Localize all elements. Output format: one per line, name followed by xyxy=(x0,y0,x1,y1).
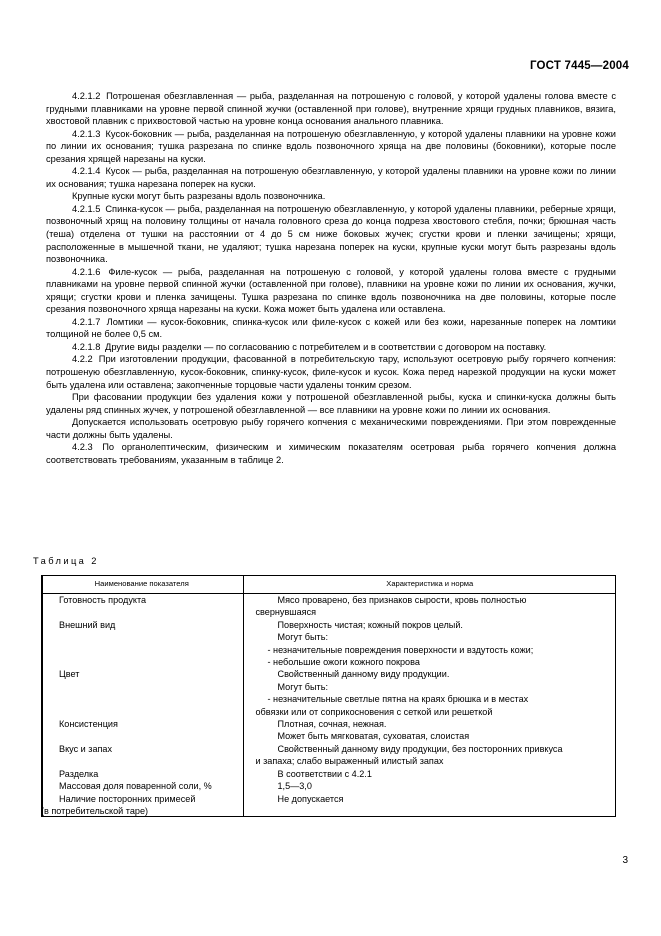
cell-characteristic xyxy=(243,594,616,619)
table-row xyxy=(41,743,616,768)
paragraph-text: При изготовлении продукции, фасованной в потребительскую тару, используют осетровую рыбу горячего копчения: потрошеную обезглавленную, кусок-боковник, спинку-кусок, филе-кусок и кусок. Кожа перед нарезкой продукции на куски может быть удалена или оставлена; закопченные торцовые части удалены тонким срезом. xyxy=(46,354,617,390)
characteristic-line: - незначительные повреждения поверхности и вздутость кожи; xyxy=(267,644,534,655)
paragraph-text: По органолептическим, физическим и химическим показателям осетровая рыба горячего копчения должна соответствовать требованиям, указанным в таблице 2. xyxy=(46,442,616,465)
cell-characteristic xyxy=(243,768,616,780)
paragraph-text: Потрошеная обезглавленная — рыба, разделанная на потрошеную с головой, у которой удалены голова вместе с грудными плавниками на уровне первой спинной жучки (оставленной при голове), внутренние хрящи грудных плавников, вязига, хвостовой плавник с прихвостовой частью на уровне конца основания анального плавника. xyxy=(46,91,616,127)
cell-characteristic xyxy=(243,619,616,669)
cell-indicator-name xyxy=(41,780,243,792)
paragraph-text: При фасовании продукции без удаления кожи у потрошеной обезглавленной рыбы, куска и спинки-куска должны быть удалены ряд спинных жучек, у потрошеной обезглавленной — все плавники на уровне кожи по линии их основания. xyxy=(46,392,616,415)
clause-number: 4.2.1.5 xyxy=(72,203,101,214)
table-caption: Таблица 2 xyxy=(33,556,99,566)
clause-paragraph xyxy=(46,266,616,316)
clause-paragraph xyxy=(46,341,616,354)
characteristic-line: 1,5—3,0 xyxy=(277,781,312,792)
characteristic-line: - небольшие ожоги кожного покрова xyxy=(267,657,420,668)
column-header-characteristic: Характеристика и норма xyxy=(243,575,616,594)
cell-characteristic xyxy=(243,668,616,718)
characteristic-line: Могут быть: xyxy=(277,681,328,692)
characteristic-line: Поверхность чистая; кожный покров целый. xyxy=(277,619,463,630)
cell-indicator-name xyxy=(41,768,243,780)
cell-indicator-name xyxy=(41,793,243,818)
characteristic-line: Мясо проварено, без признаков сырости, кровь полностью xyxy=(277,595,527,605)
table-row xyxy=(41,718,616,743)
paragraph-text: Кусок — рыба, разделанная на потрошеную обезглавленную, у которой удалены плавники на уровне кожи по линии их основания; тушка нарезана поперек на куски. xyxy=(46,166,616,189)
characteristic-line: Свойственный данному виду продукции. xyxy=(277,669,450,680)
clause-number: 4.2.1.8 xyxy=(72,341,101,352)
body-paragraph xyxy=(46,391,616,416)
running-header-standard-number: ГОСТ 7445—2004 xyxy=(529,60,629,72)
characteristic-line: Не допускается xyxy=(277,793,344,804)
clause-paragraph xyxy=(46,90,616,128)
indicator-name-line: Разделка xyxy=(59,768,99,779)
body-paragraph xyxy=(46,190,616,203)
table-row xyxy=(41,594,616,619)
indicator-name-line: Цвет xyxy=(59,669,80,680)
table-row xyxy=(41,668,616,718)
table-row xyxy=(41,768,616,780)
cell-indicator-name xyxy=(41,743,243,768)
paragraph-text: Другие виды разделки — по согласованию с потребителем и в соответствии с договором на поставку. xyxy=(105,341,547,352)
paragraph-text: Крупные куски могут быть разрезаны вдоль позвоночника. xyxy=(72,191,326,202)
cell-indicator-name xyxy=(41,668,243,718)
body-paragraph xyxy=(46,416,616,441)
indicator-name-line: Консистенция xyxy=(59,719,118,730)
characteristic-line: и запаха; слабо выраженный илистый запах xyxy=(255,756,444,767)
clause-paragraph xyxy=(46,165,616,190)
indicator-name-line: Массовая доля поваренной соли, % xyxy=(59,781,212,792)
table-header-row xyxy=(41,575,616,594)
column-header-indicator-name: Наименование показателя xyxy=(41,575,243,594)
indicator-name-line: Наличие посторонних примесей xyxy=(59,793,196,804)
clause-number: 4.2.1.4 xyxy=(72,166,101,177)
characteristic-line: обвязки или от соприкосновения с сеткой или решеткой xyxy=(255,706,493,717)
cell-characteristic xyxy=(243,780,616,792)
cell-characteristic xyxy=(243,793,616,818)
characteristic-line: - незначительные светлые пятна на краях брюшка и в местах xyxy=(267,694,529,705)
indicator-name-line: Вкус и запах xyxy=(59,743,113,754)
paragraph-text: Допускается использовать осетровую рыбу горячего копчения с механическими повреждениями. При этом поврежденные части должны быть удалены. xyxy=(46,417,616,440)
body-text-column xyxy=(46,90,616,466)
clause-number: 4.2.2 xyxy=(72,354,93,365)
cell-indicator-name xyxy=(41,718,243,743)
clause-number: 4.2.1.3 xyxy=(72,128,101,139)
page-number: 3 xyxy=(622,855,628,866)
characteristic-line: В соответствии с 4.2.1 xyxy=(277,768,372,779)
characteristic-line: Могут быть: xyxy=(277,632,328,643)
paragraph-text: Филе-кусок — рыба, разделанная на потрошеную с головой, у которой удалены голова вместе с грудными плавниками на уровне первой спинной жучки (оставленной при голове), плавники на уровне кожи по линии их основания, жучки, хрящи; сгустки крови и пленка зачищены. Тушка разрезана по спинке вдоль позвоночника на две половины, которые после срезания позвоночного хряща нарезаны на куски. Кожа может быть удалена или оставлена. xyxy=(46,266,616,315)
characteristic-line: Может быть мягковатая, суховатая, слоистая xyxy=(277,731,470,742)
indicator-name-line: Готовность продукта xyxy=(59,595,147,605)
cell-characteristic xyxy=(243,743,616,768)
characteristic-line: свернувшаяся xyxy=(255,607,317,618)
characteristic-line: Свойственный данному виду продукции, без посторонних привкуса xyxy=(277,743,563,754)
indicator-name-line: (в потребительской таре) xyxy=(41,805,149,816)
table-row xyxy=(41,780,616,792)
paragraph-text: Спинка-кусок — рыба, разделанная на потрошеную обезглавленную, у которой удалены плавники, реберные хрящи, позвоночный хрящ на половину толщины от начала головного среза до конца подреза хвостового стебля, почки; брюшная часть (теша) отделена от тушки на расстоянии от 4 до 5 см ниже боковых жучек; сгустки крови и пленки зачищены; хрящи, расположенные в мышечной ткани, не удаляют; тушка нарезана поперек на куски, крупные куски могут быть разрезаны вдоль позвоночника. xyxy=(46,203,616,265)
cell-indicator-name xyxy=(41,594,243,619)
table-row xyxy=(41,619,616,669)
clause-paragraph xyxy=(46,316,616,341)
characteristic-line: Плотная, сочная, нежная. xyxy=(277,719,387,730)
paragraph-text: Кусок-боковник — рыба, разделанная на потрошеную обезглавленную, у которой удалены плавники на уровне кожи по линии их основания; тушка разрезана по спинке вдоль позвоночного хряща на две половины (боковники), которые после срезания хрящей нарезаны на куски. xyxy=(46,128,616,164)
clause-number: 4.2.1.7 xyxy=(72,316,101,327)
cell-characteristic xyxy=(243,718,616,743)
paragraph-text: Ломтики — кусок-боковник, спинка-кусок или филе-кусок с кожей или без кожи, нарезанные поперек на ломтики толщиной не более 0,5 см. xyxy=(46,316,616,340)
requirements-table-wrapper xyxy=(41,575,616,817)
clause-number: 4.2.3 xyxy=(72,442,93,453)
clause-paragraph xyxy=(46,128,616,166)
clause-number: 4.2.1.6 xyxy=(72,266,101,277)
indicator-name-line: Внешний вид xyxy=(59,619,116,630)
clause-paragraph xyxy=(46,441,616,466)
clause-number: 4.2.1.2 xyxy=(72,91,101,101)
clause-paragraph xyxy=(46,353,616,391)
table-row xyxy=(41,793,616,818)
requirements-table xyxy=(41,575,616,817)
cell-indicator-name xyxy=(41,619,243,669)
clause-paragraph xyxy=(46,203,616,266)
